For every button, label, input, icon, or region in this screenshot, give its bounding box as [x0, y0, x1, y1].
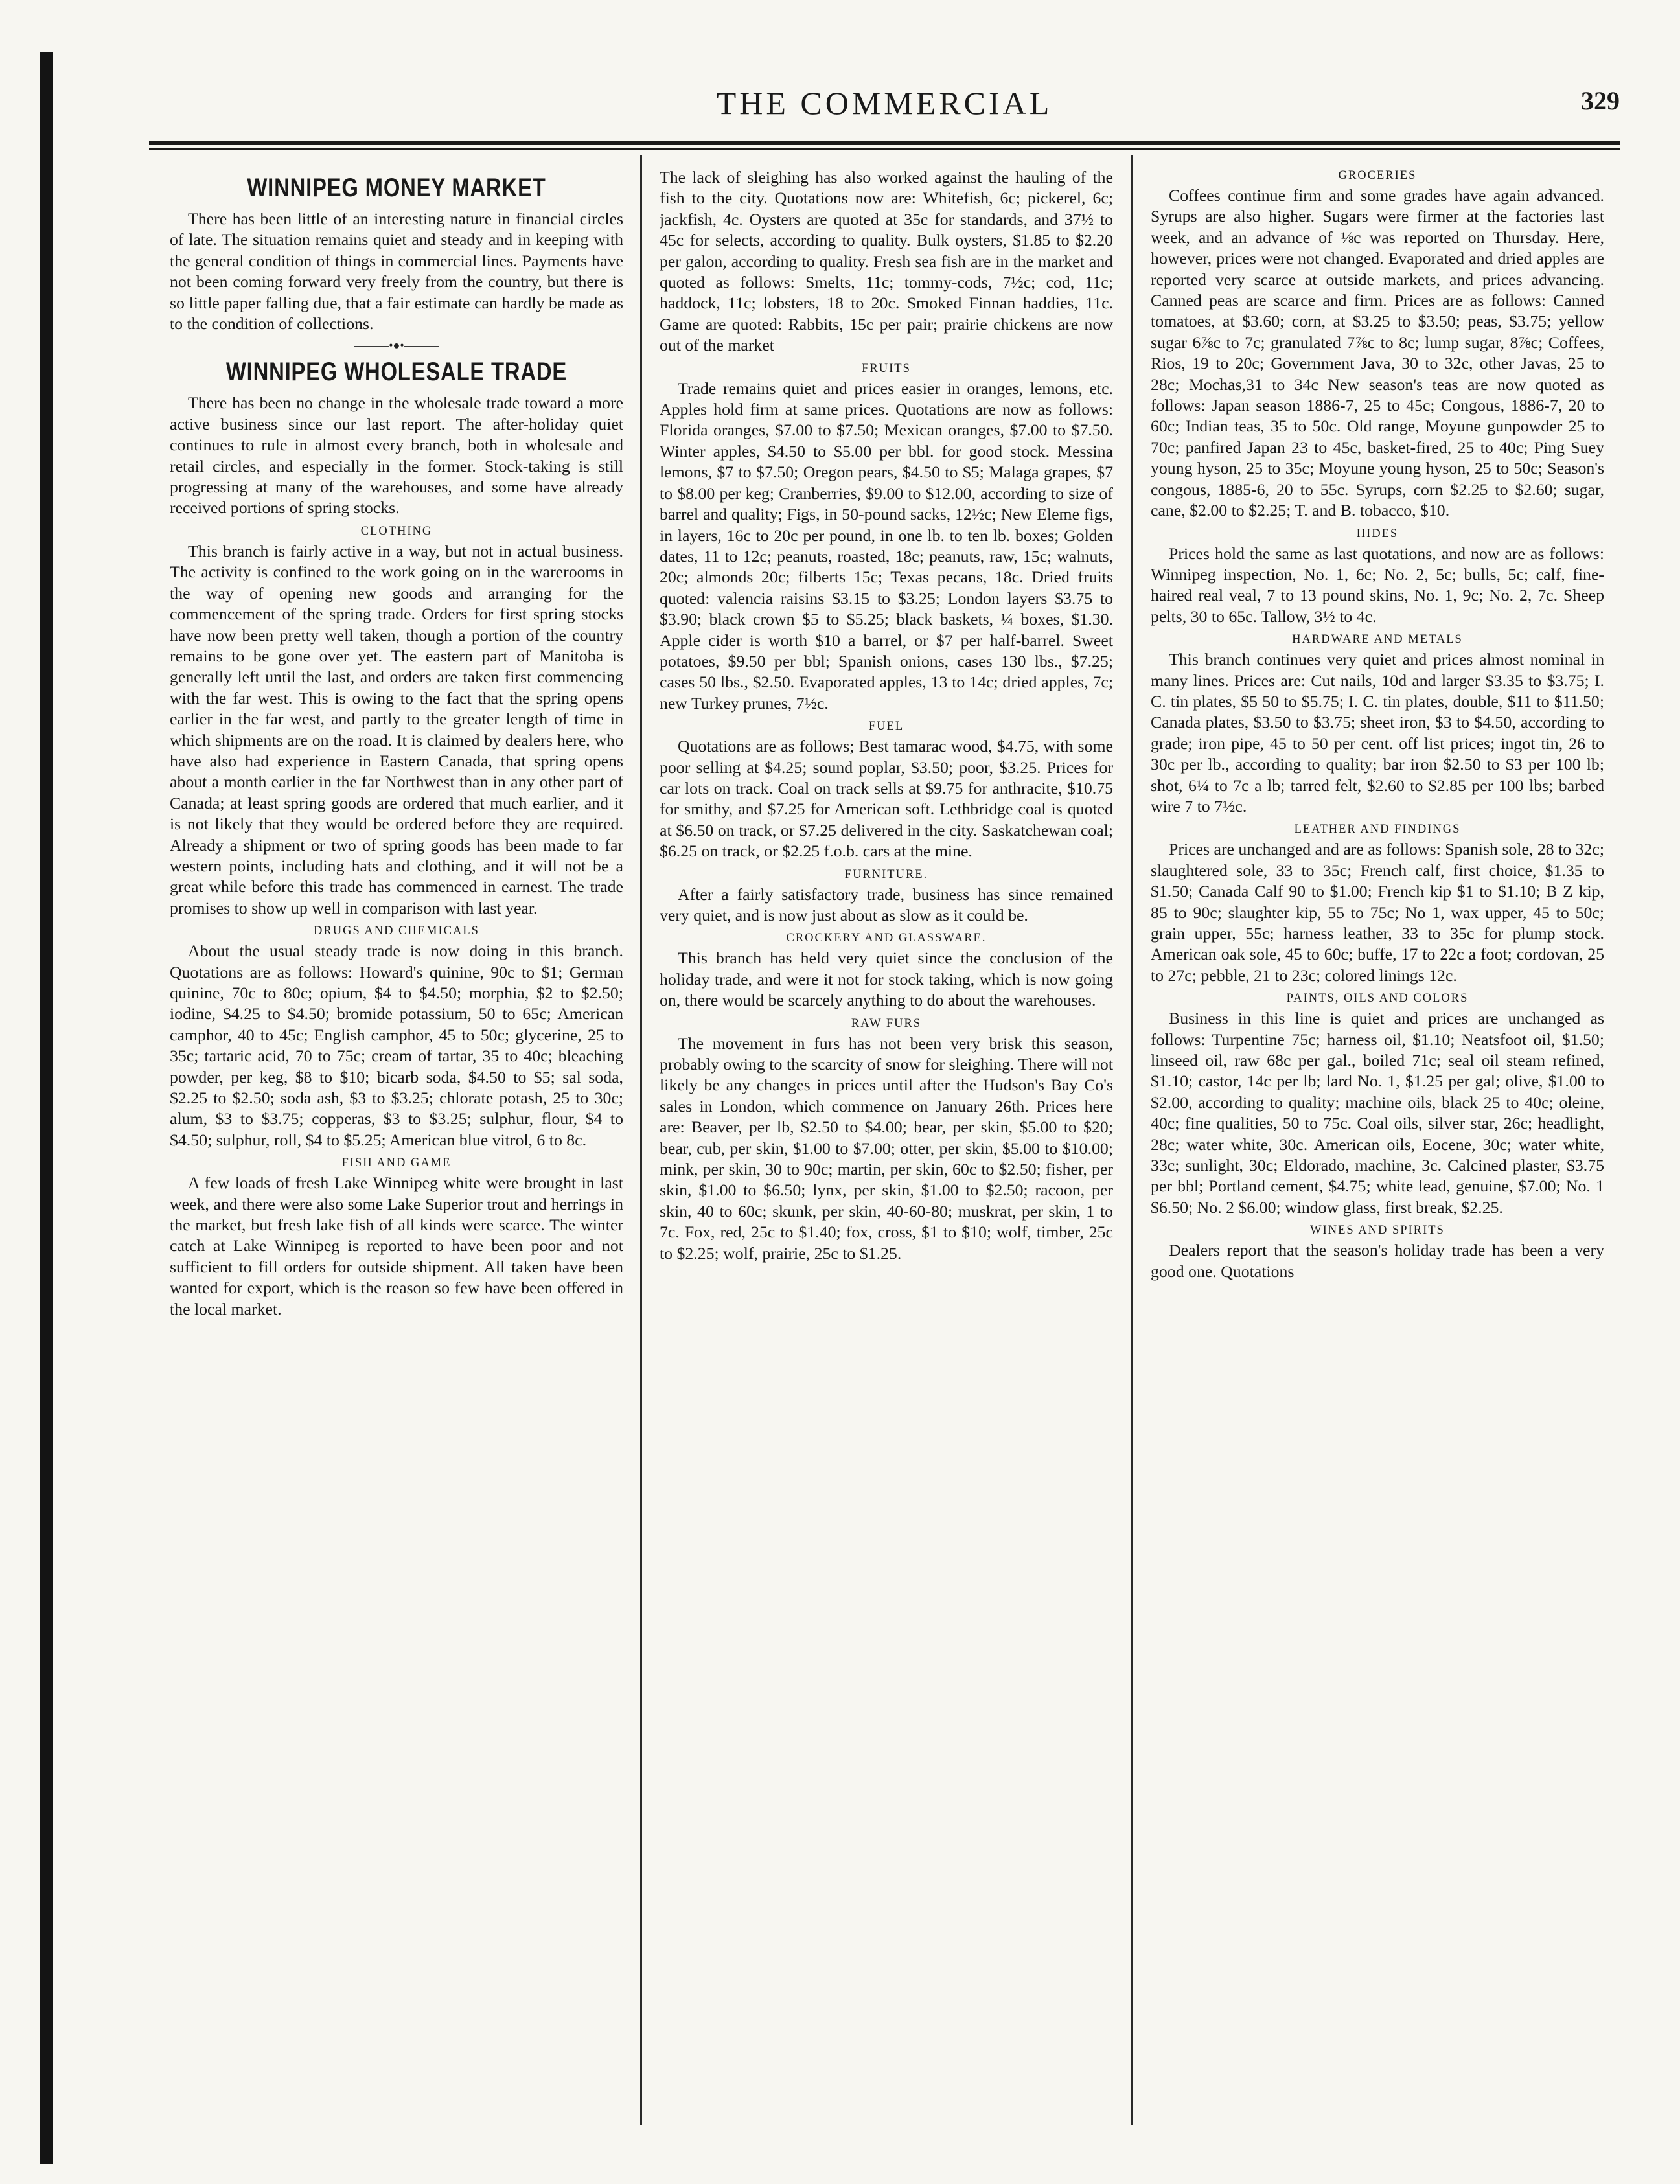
subsection-heading: PAINTS, OILS AND COLORS	[1286, 992, 1469, 1006]
page-header	[149, 84, 1620, 130]
journal-title: THE COMMERCIAL	[716, 85, 1053, 121]
article-paragraph: This branch is fairly active in a way, but not in actual business. The activity is confined to the work going on in the warerooms in the way of opening new goods and arranging for the commencement of the spring trade. Orders for first spring stocks have now been pretty well taken, though a portion of the country remains to be gone over yet. The eastern part of Manitoba is generally left until the last, and orders are taken first commencing with the far west. This is owing to the fact that the spring opens earlier in the far west, and partly to the greater length of time in which shipments are on the road. It is claimed by dealers here, who have also had experience in Eastern Canada, that spring opens about a month earlier in the far Northwest than in any other part of Canada; at least spring goods are ordered that much earlier, and it is not likely that they would be ordered before they are required. Already a shipment or two of spring goods has been made to far western points, including hats and clothing, and it will not be a great while before this trade has commenced in earnest. The trade promises to show up well in comparison with last year.	[170, 541, 623, 917]
section-title: WINNIPEG WHOLESALE TRADE	[225, 358, 568, 387]
article-paragraph: Quotations are as follows; Best tamarac wood, $4.75, with some poor selling at $4.25; sound poplar, $3.50; poor, $3.25. Prices for car lots on track. Coal on track sells at $9.75 for anthracite, $10.75 for smithy, and $7.25 for American soft. Lethbridge coal is quoted at $6.50 on track, or $7.25 delivered in the city. Saskatchewan coal; $6.25 on track, or $2.25 f.o.b. cars at the mine.	[660, 737, 1113, 861]
article-paragraph: There has been no change in the wholesale trade toward a more active business since our last report. The after-holiday quiet continues to rule in almost every branch, both in wholesale and retail circles, and especially in the former. Stock-taking is still progressing at many of the warehouses, and some have already received portions of spring stocks.	[170, 393, 623, 518]
article-paragraph: The movement in furs has not been very brisk this season, probably owing to the scarcity of snow for sleighing. There will not likely be any changes in prices until after the Hudson's Bay Co's sales in London, which commence on January 26th. Prices here are: Beaver, per lb, $2.50 to $4.00; bear, per skin, $5.00 to $20; bear, cub, per skin, $1.00 to $7.00; otter, per skin, $5.00 to $10.00; mink, per skin, 30 to 90c; martin, per skin, 60c to $2.50; fisher, per skin, $1.00 to $6.50; lynx, per skin, $1.00 to $2.50; racoon, per skin, 40 to 60c; skunk, per skin, 40-60-80; muskrat, per skin, 1 to 7c. Fox, red, 25c to $1.40; fox, cross, $1 to $10; wolf, timber, 25c to $2.25; wolf, prairie, 25c to $1.25.	[660, 1033, 1113, 1263]
subsection-heading: WINES AND SPIRITS	[1310, 1224, 1445, 1237]
binding-shadow	[40, 52, 53, 2164]
article-paragraph: There has been little of an interesting nature in financial circles of late. The situation remains quiet and steady and in keeping with the general condition of things in commercial lines. Payments have not been coming forward very freely from the country, but there is so little paper falling due, that a fair estimate can hardly be made as to the condition of collections.	[170, 209, 623, 334]
article-paragraph: Prices hold the same as last quotations, and now are as follows: Winnipeg inspection, No. 1, 6c; No. 2, 5c; bulls, 5c; calf, fine-haired real veal, 7 to 13 pound skins, No. 1, 9c; No. 2, 7c. Sheep pelts, 30 to 65c. Tallow, 3½ to 4c.	[1151, 544, 1604, 626]
subsection-heading: FUEL	[868, 720, 904, 733]
subsection-heading: FISH AND GAME	[341, 1156, 452, 1170]
article-paragraph: The lack of sleighing has also worked against the hauling of the fish to the city. Quotations now are: Whitefish, 6c; pickerel, 6c; jackfish, 4c. Oysters are quoted at 35c for standards, and 37½ to 45c for selects, according to quality. Bulk oysters, $1.85 to $2.20 per galon, according to quality. Fresh sea fish are in the market and quoted as follows: Smelts, 11c; tommy-cods, 7½c; cod, 11c; haddock, 11c; lobsters, 18 to 20c. Smoked Finnan haddies, 11c. Game are quoted: Rabbits, 15c per pair; prairie chickens are now out of the market	[660, 168, 1113, 355]
article-paragraph: Dealers report that the season's holiday trade has been a very good one. Quotations	[1151, 1241, 1604, 1281]
column-1	[170, 167, 623, 2150]
column-separator	[640, 155, 642, 2125]
header-rule-thin	[149, 148, 1620, 150]
page-number: 329	[1581, 86, 1620, 115]
column-separator	[1131, 155, 1133, 2125]
article-paragraph: This branch continues very quiet and prices almost nominal in many lines. Prices are: Cut nails, 10d and larger $3.35 to $3.75; I. C. tin plates, $5 50 to $5.75; I. C. tin plates, double, $11 to $11.50; Canada plates, $3.50 to $3.75; sheet iron, $3 to $4.50, according to grade; iron pipe, 45 to 50 per cent. off list prices; ingot tin, 26 to 30c per lb., according to quality; bar iron $2.50 to $3 per 100 lb; shot, 6¼ to 7c a lb; tarred felt, $2.60 to $2.85 per 100 lbs; barbed wire 7 to 7½c.	[1151, 650, 1604, 816]
section-title: WINNIPEG MONEY MARKET	[247, 174, 546, 202]
subsection-heading: DRUGS AND CHEMICALS	[314, 925, 479, 938]
column-2	[660, 167, 1113, 2150]
article-paragraph: Business in this line is quiet and prices are unchanged as follows: Turpentine 75c; harness oil, $1.10; Neatsfoot oil, $1.50; linseed oil, raw 68c per gal., boiled 71c; seal oil steam refined, $1.10; castor, 14c per lb; lard No. 1, $1.25 per gal; olive, $1.00 to $2.00, according to quality; machine oils, black 25 to 40c; oleine, 40c; fine qualities, 50 to 75c. Coal oils, silver star, 26c; headlight, 28c; water white, 30c. American oils, Eocene, 30c; water white, 33c; sunlight, 30c; Eldorado, machine, 3c. Calcined plaster, $3.75 per bbl; Portland cement, $4.75; white lead, genuine, $7.00; No. 1 $6.50; No. 2 $6.00; window glass, first break, $2.25.	[1151, 1009, 1604, 1217]
article-paragraph: About the usual steady trade is now doing in this branch. Quotations are as follows: Howard's quinine, 90c to $1; German quinine, 70c to 80c; opium, $4 to $4.50; morphia, $2 to $2.50; iodine, $4.25 to $4.50; bromide potassium, 50 to 65c; American camphor, 40 to 45c; English camphor, 45 to 50c; glycerine, 25 to 35c; tartaric acid, 70 to 75c; cream of tartar, 35 to 40c; bleaching powder, per keg, $8 to $10; bicarb soda, $4.50 to $5; sal soda, $2.25 to $2.50; soda ash, $3 to $3.25; chlorate potash, 25 to 30c; alum, $3 to $3.75; copperas, $3 to $3.25; sulphur, flour, $4 to $4.50; sulphur, roll, $4 to $5.25; American blue vitrol, 6 to 8c.	[170, 941, 623, 1149]
subsection-heading: LEATHER AND FINDINGS	[1294, 823, 1461, 836]
article-paragraph: A few loads of fresh Lake Winnipeg white were brought in last week, and there were also some Lake Superior trout and herrings in the market, but fresh lake fish of all kinds were scarce. The winter catch at Lake Winnipeg is reported to have been poor and not sufficient to fill orders for outside shipment. All taken have been wanted for export, which is the reason so few have been offered in the local market.	[170, 1173, 623, 1318]
subsection-heading: FURNITURE.	[844, 868, 928, 881]
subsection-heading: CROCKERY AND GLASSWARE.	[786, 932, 987, 945]
subsection-heading: RAW FURS	[851, 1017, 922, 1030]
article-paragraph: Coffees continue firm and some grades have again advanced. Syrups are also higher. Sugars were firmer at the factories last week, and an advance of ⅛c was reported on Thursday. Here, however, prices were not changed. Evaporated and dried apples are reported very scarce at outside markets, and prices advancing. Canned peas are scarce and firm. Prices are as follows: Canned tomatoes, at $3.60; corn, at $3.25 to $3.50; peas, $3.75; yellow sugar 6⅞c to 7c; granulated 7⅞c to 8c; lump sugar, 8⅞c; Coffees, Rios, 19 to 20c; Government Java, 30 to 32c, other Javas, 25 to 28c; Mochas,31 to 34c New season's teas are now quoted as follows: Japan season 1886-7, 25 to 45c; Congous, 1886-7, 20 to 60c; Indian teas, 35 to 50c. Old range, Moyune gunpowder 25 to 70c; panfired Japan 23 to 45c, basket-fired, 25 to 40c; Ping Suey young hyson, 25 to 35c; Moyune young hyson, 25 to 50c; Season's congous, 1885-6, 20 to 55c. Syrups, corn $2.25 to $2.60; sugar, cane, $2.00 to $2.25; T. and B. tobacco, $10.	[1151, 186, 1604, 520]
subsection-heading: HARDWARE AND METALS	[1292, 633, 1463, 647]
ornament-divider: ———•●•———	[354, 339, 439, 352]
subsection-heading: CLOTHING	[360, 524, 433, 538]
article-paragraph: After a fairly satisfactory trade, business has since remained very quiet, and is now just about as slow as it could be.	[660, 884, 1113, 925]
article-paragraph: Prices are unchanged and are as follows: Spanish sole, 28 to 32c; slaughtered sole, 33 to 35c; French calf, first choice, $1.35 to $1.50; Canada Calf 90 to $1.00; French kip $1 to $1.10; B Z kip, 85 to 90c; slaughter kip, 55 to 75c; No 1, wax upper, 45 to 50c; grain upper, 55c; harness leather, 33 to 35c for plump stock. American oak sole, 45 to 60c; buffe, 17 to 22c a foot; cordovan, 25 to 27c; pebble, 21 to 23c; colored linings 12c.	[1151, 840, 1604, 985]
article-paragraph: Trade remains quiet and prices easier in oranges, lemons, etc. Apples hold firm at same prices. Quotations are now as follows: Florida oranges, $7.00 to $7.50; Mexican oranges, $7.00 to $7.50. Winter apples, $4.50 to $5.00 per bbl. for good stock. Messina lemons, $7 to $7.50; Oregon pears, $4.50 to $5; Malaga grapes, $7 to $8.00 per keg; Cranberries, $9.00 to $12.00, according to size of barrel and quality; Figs, in 50-pound sacks, 12½c; New Eleme figs, in layers, 16c to 20c per pound, in one lb. to ten lb. boxes; Golden dates, 11 to 12c; peanuts, roasted, 18c; peanuts, raw, 15c; walnuts, 20c; almonds 20c; filberts 15c; Texas pecans, 18c. Dried fruits quoted: valencia raisins $3.15 to $3.25; London layers $3.75 to $3.90; black crown $5 to $5.25; black baskets, ¼ boxes, $1.30. Apple cider is worth $10 a barrel, or $7 per half-barrel. Sweet potatoes, $9.50 per bbl; Spanish onions, cases 130 lbs., $7.25; cases 50 lbs., $2.50. Evaporated apples, 13 to 14c; dried apples, 7c; new Turkey prunes, 7½c.	[660, 378, 1113, 713]
subsection-heading: FRUITS	[862, 362, 911, 375]
subsection-heading: HIDES	[1356, 527, 1399, 540]
subsection-heading: GROCERIES	[1338, 169, 1417, 182]
column-3	[1151, 167, 1604, 2150]
article-paragraph: This branch has held very quiet since the conclusion of the holiday trade, and were it not for stock taking, which is now going on, there would be scarcely anything to do about the warehouses.	[660, 948, 1113, 1010]
header-rule-thick	[149, 141, 1620, 145]
